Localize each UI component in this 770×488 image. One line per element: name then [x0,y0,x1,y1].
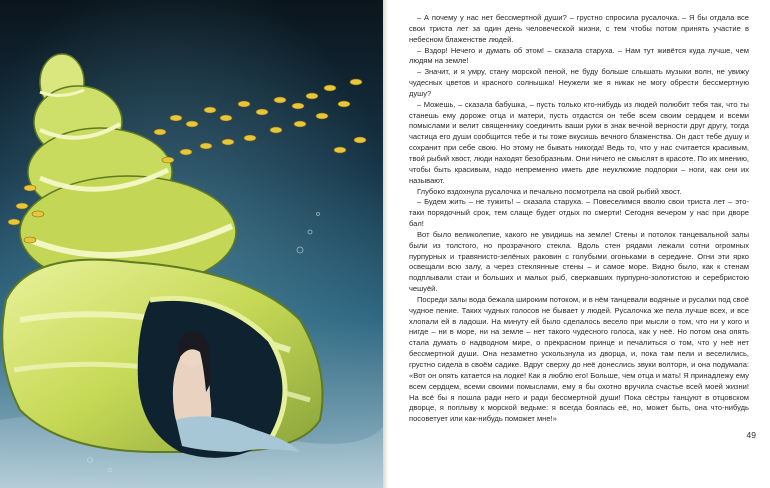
paragraph: – Будем жить – не тужить! – сказала старуха. – Повеселимся вволю свои триста лет – это-таки порядочный срок, тем слаще будет отдых по смерти! Сегодня вечером у нас при дворе бал! [409,197,749,229]
paragraph: – А почему у нас нет бессмертной души? – грустно спросила русалочка. – Я бы отдала все свои триста лет за один день человеческой жизни, с тем чтобы потом принять участие в небесном блаженстве людей. [409,13,749,44]
paragraph: – Можешь, – сказала бабушка, – пусть только кто-нибудь из людей полюбит тебя так, что ты станешь ему дороже отца и матери, пусть отдастся он тебе всем своим сердцем и всеми помыслами и велит священнику соединить ваши руки в знак вечной верности друг другу, тогда частица его души сообщится тебе и ты тоже вкусишь вечного блаженства. Он даст тебе душу и сохранит при себе свою. Но этому не бывать никогда! Ведь то, что у нас считается красивым, твой рыбий хвост, люди находят безобразным. Они ничего не смыслят в красоте. По их мнению, чтобы быть красивым, надо непременно иметь две неуклюжие подпорки – ноги, как они их называют. [409,99,749,185]
text-page [389,0,770,488]
paragraph: – Значит, и я умру, стану морской пеной, не буду больше слышать музыки волн, не увижу чудесных цветов и красного солнышка! Неужели же я никак не могу обрести бессмертную душу? [409,67,749,98]
illustration [0,0,384,488]
paragraph: – Вздор! Нечего и думать об этом! – сказала старуха. – Нам тут живётся куда лучше, чем людям на земле! [409,45,749,66]
story-text [409,13,749,425]
paragraph: Посреди залы вода бежала широким потоком, и в нём танцевали водяные и русалки под своё чудное пение. Таких чудных голосов не бывает у людей. Русалочка же пела лучше всех, и все хлопали ей в ладоши. На минуту ей было сделалось весело при мысли о том, что ни у кого и нигде – ни в море, ни на земле – нет такого чудесного голоса, как у неё. Но потом она опять стала думать о надводном мире, о прекрасном принце и печалиться о том, что у неё нет бессмертной души. Она незаметно ускользнула из дворца, и, пока там пели и веселились, грустно сидела в своём садике. Вдруг сверху до неё донеслись звуки волторн, и она подумала: «Вот он опять катается на лодке! Как я люблю его! Больше, чем отца и мать! Я принадлежу ему всем сердцем, всеми своими помыслами, ему я бы охотно вручила счастье всей моей жизни! На всё бы я пошла ради него и ради бессмертной души! Пока сёстры танцуют в отцовском дворце, я поплыву к морской ведьме: я всегда боялась её, но, может быть, она что-нибудь посоветует или как-нибудь поможет мне!» [409,294,749,424]
mermaid-shell-illustration [0,0,384,488]
paragraph: Вот было великолепие, какого не увидишь на земле! Стены и потолок танцевальной залы были из толстого, но прозрачного стекла. Вдоль стен рядами лежали сотни огромных пурпурных и травянисто-зелёных раковин с голубыми огоньками в середине. Огни эти ярко освещали всю залу, а через стеклянные стены – и самое море. Видно было, как к стенам подплывали стаи и больших и малых рыб, сверкавших пурпурно-золотистою и серебристою чешуёй. [409,229,749,294]
page-number: 49 [746,430,756,440]
paragraph: Глубоко вздохнула русалочка и печально посмотрела на свой рыбий хвост. [417,186,682,196]
